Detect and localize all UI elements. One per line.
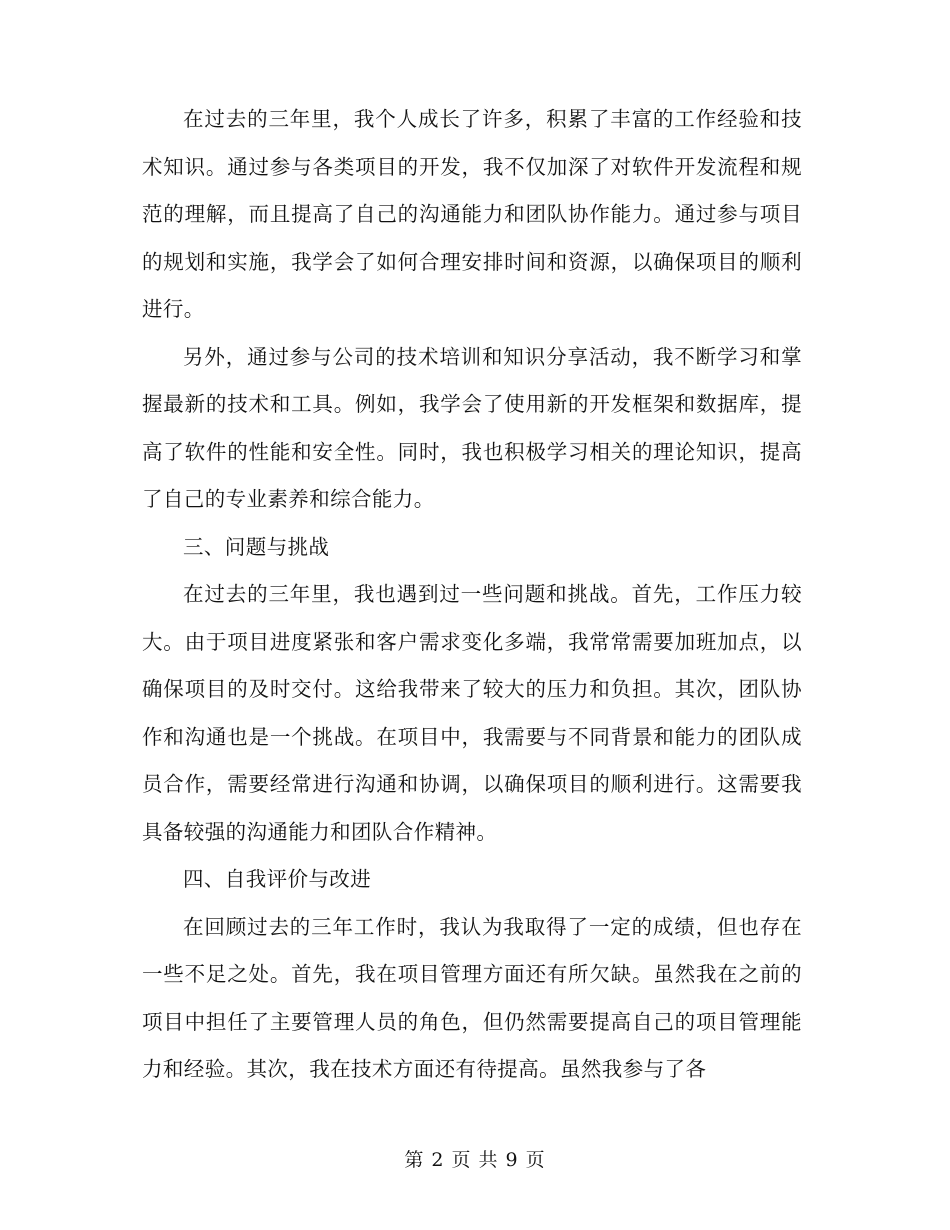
section-heading-problems: 三、问题与挑战 xyxy=(183,534,330,559)
paragraph-self-evaluation: 在回顾过去的三年工作时，我认为我取得了一定的成绩，但也存在一些不足之处。首先，我在项目管理方面还有所欠缺。虽然我在之前的项目中担任了主要管理人员的角色，但仍然需要提高自己的项目管理能力和经验。其次，我在技术方面还有待提高。虽然我参与了各 xyxy=(142,914,802,1081)
page-number-footer: 第 2 页 共 9 页 xyxy=(404,1149,546,1171)
paragraph-technical-learning: 另外，通过参与公司的技术培训和知识分享活动，我不断学习和掌握最新的技术和工具。例如，我学会了使用新的开发框架和数据库，提高了软件的性能和安全性。同时，我也积极学习相关的理论知识，提高了自己的专业素养和综合能力。 xyxy=(142,344,802,511)
section-heading-self-evaluation: 四、自我评价与改进 xyxy=(183,867,372,891)
document-body xyxy=(142,96,802,1094)
paragraph-personal-growth: 在过去的三年里，我个人成长了许多，积累了丰富的工作经验和技术知识。通过参与各类项目的开发，我不仅加深了对软件开发流程和规范的理解，而且提高了自己的沟通能力和团队协作能力。通过参与项目的规划和实施，我学会了如何合理安排时间和资源，以确保项目的顺利进行。 xyxy=(142,107,802,321)
paragraph-problems-challenges: 在过去的三年里，我也遇到过一些问题和挑战。首先，工作压力较大。由于项目进度紧张和客户需求变化多端，我常常需要加班加点，以确保项目的及时交付。这给我带来了较大的压力和负担。其次，团队协作和沟通也是一个挑战。在项目中，我需要与不同背景和能力的团队成员合作，需要经常进行沟通和协调，以确保项目的顺利进行。这需要我具备较强的沟通能力和团队合作精神。 xyxy=(142,582,802,844)
